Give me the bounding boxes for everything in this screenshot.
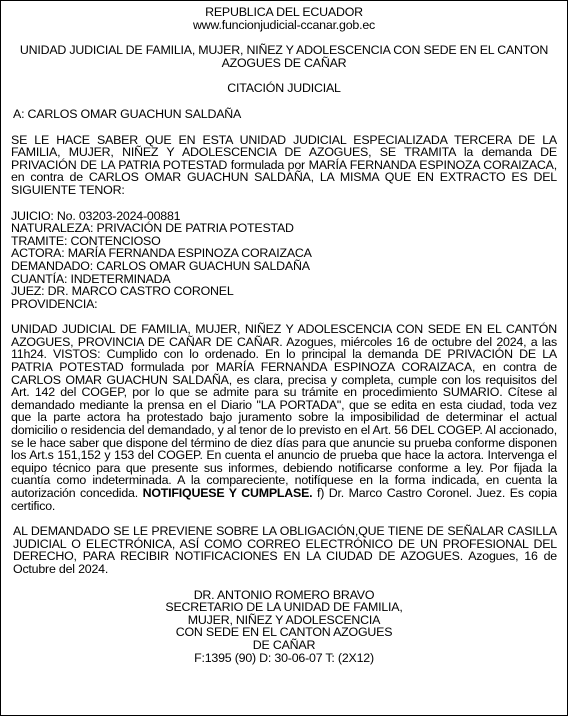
case-judge: JUEZ: DR. MARCO CASTRO CORONEL [11,284,234,299]
signer-title-1: SECRETARIO DE LA UNIDAD DE FAMILIA, [165,600,403,615]
website-link[interactable]: www.funcionjudicial-ccanar.gob.ec [192,17,376,32]
case-amount: CUANTÍA: INDETERMINADA [11,271,171,286]
signer-name: DR. ANTONIO ROMERO BRAVO [193,587,375,602]
signer-title-3: CON SEDE EN EL CANTON AZOGUES [175,625,393,640]
case-nature: NATURALEZA: PRIVACIÓN DE PATRIA POTESTAD [11,221,294,236]
addressee: A: CARLOS OMAR GUACHUN SALDAÑA [13,106,242,121]
defendant-warning: AL DEMANDADO SE LE PREVIENE SOBRE LA OBLIGACIÓN,QUE TIENE DE SEÑALAR CASILLA JUDICIAL O ELECTRÓNICA, ASÍ COMO CORREO ELECTRÓNICO DE UN PROFESIONAL DEL DERECHO, PARA RECIBIR NOTIFICACIONES EN LA CIUDAD DE AZOGUES. Azogues, 16 de Octubre del 2024. [13,524,557,576]
court-name: UNIDAD JUDICIAL DE FAMILIA, MUJER, NIÑEZ Y ADOLESCENCIA CON SEDE EN EL CANTON AZOGUES DE CAÑAR [19,43,549,70]
providencia-text [11,323,557,512]
signature-block [11,589,557,665]
intro-paragraph: SE LE HACE SABER QUE EN ESTA UNIDAD JUDICIAL ESPECIALIZADA TERCERA DE LA FAMILIA, MUJER, NIÑEZ Y ADOLESCENCIA DE AZOGUES, SE TRAMITA la demanda DE PRIVACIÓN DE LA PATRIA POTESTAD formulada por MARÍA FERNANDA ESPINOZA CORAIZACA, en contra de CARLOS OMAR GUACHUN SALDAÑA, LA MISMA QUE EN EXTRACTO ES DEL SIGUIENTE TENOR: [11,132,557,197]
providencia-bold-order: NOTIFIQUESE Y CUMPLASE. [142,486,313,500]
case-plaintiff: ACTORA: MARÍA FERNANDA ESPINOZA CORAIZACA [11,246,312,261]
signer-title-2: MUJER, NIÑEZ Y ADOLESCENCIA [187,612,381,627]
case-info [11,210,557,311]
case-procedure: TRAMITE: CONTENCIOSO [11,233,161,248]
providencia-body: UNIDAD JUDICIAL DE FAMILIA, MUJER, NIÑEZ Y ADOLESCENCIA CON SEDE EN EL CANTÓN AZOGUES, PROVINCIA DE CAÑAR DE CAÑAR. Azogues, miércoles 16 de octubre del 2024, a las 11h24. VISTOS: Cumplido con lo ordenado. En lo principal la demanda DE PRIVACIÓN DE LA PATRIA POTESTAD formulada por MARÍA FERNANDA ESPINOZA CORAIZACA, en contra de CARLOS OMAR GUACHUN SALDAÑA, es clara, precisa y completa, cumple con los requisitos del Art. 142 del COGEP, por lo que se admite para su trámite en procedimiento SUMARIO. Cítese al demandado mediante la prensa en el Diario "LA PORTADA", que se edita en esta ciudad, toda vez que la parte actora ha protestado bajo juramento sobre la imposibilidad de determinar el actual domicilio o residencia del demandado, y al tenor de lo previsto en el Art. 56 DEL COGEP. Al accionado, se le hace saber que dispone del término de diez días para que anuncie su prueba conforme disponen los Art.s 151,152 y 153 del COGEP. En cuenta el anuncio de prueba que hace la actora. Intervenga el equipo técnico para que presente sus informes, debiendo notificarse conforme a ley. Por fijada la cuantía como indeterminada. A la compareciente, notifíquese en la forma indicada, en cuenta la autorización concedida. [11,322,557,500]
providencia-heading: PROVIDENCIA: [11,296,98,311]
providencia-closing: f) Dr. Marco Castro Coronel. Juez. Es copia certifico. [11,486,557,513]
case-number: JUICIO: No. 03203-2024-00881 [11,208,181,223]
case-defendant: DEMANDADO: CARLOS OMAR GUACHUN SALDAÑA [11,258,310,273]
document-title: CITACIÓN JUDICIAL [227,81,341,96]
country-name: REPUBLICA DEL ECUADOR [205,5,363,19]
footer-code: F:1395 (90) D: 30-06-07 T: (2X12) [194,650,374,665]
signer-title-4: DE CAÑAR [252,637,316,652]
